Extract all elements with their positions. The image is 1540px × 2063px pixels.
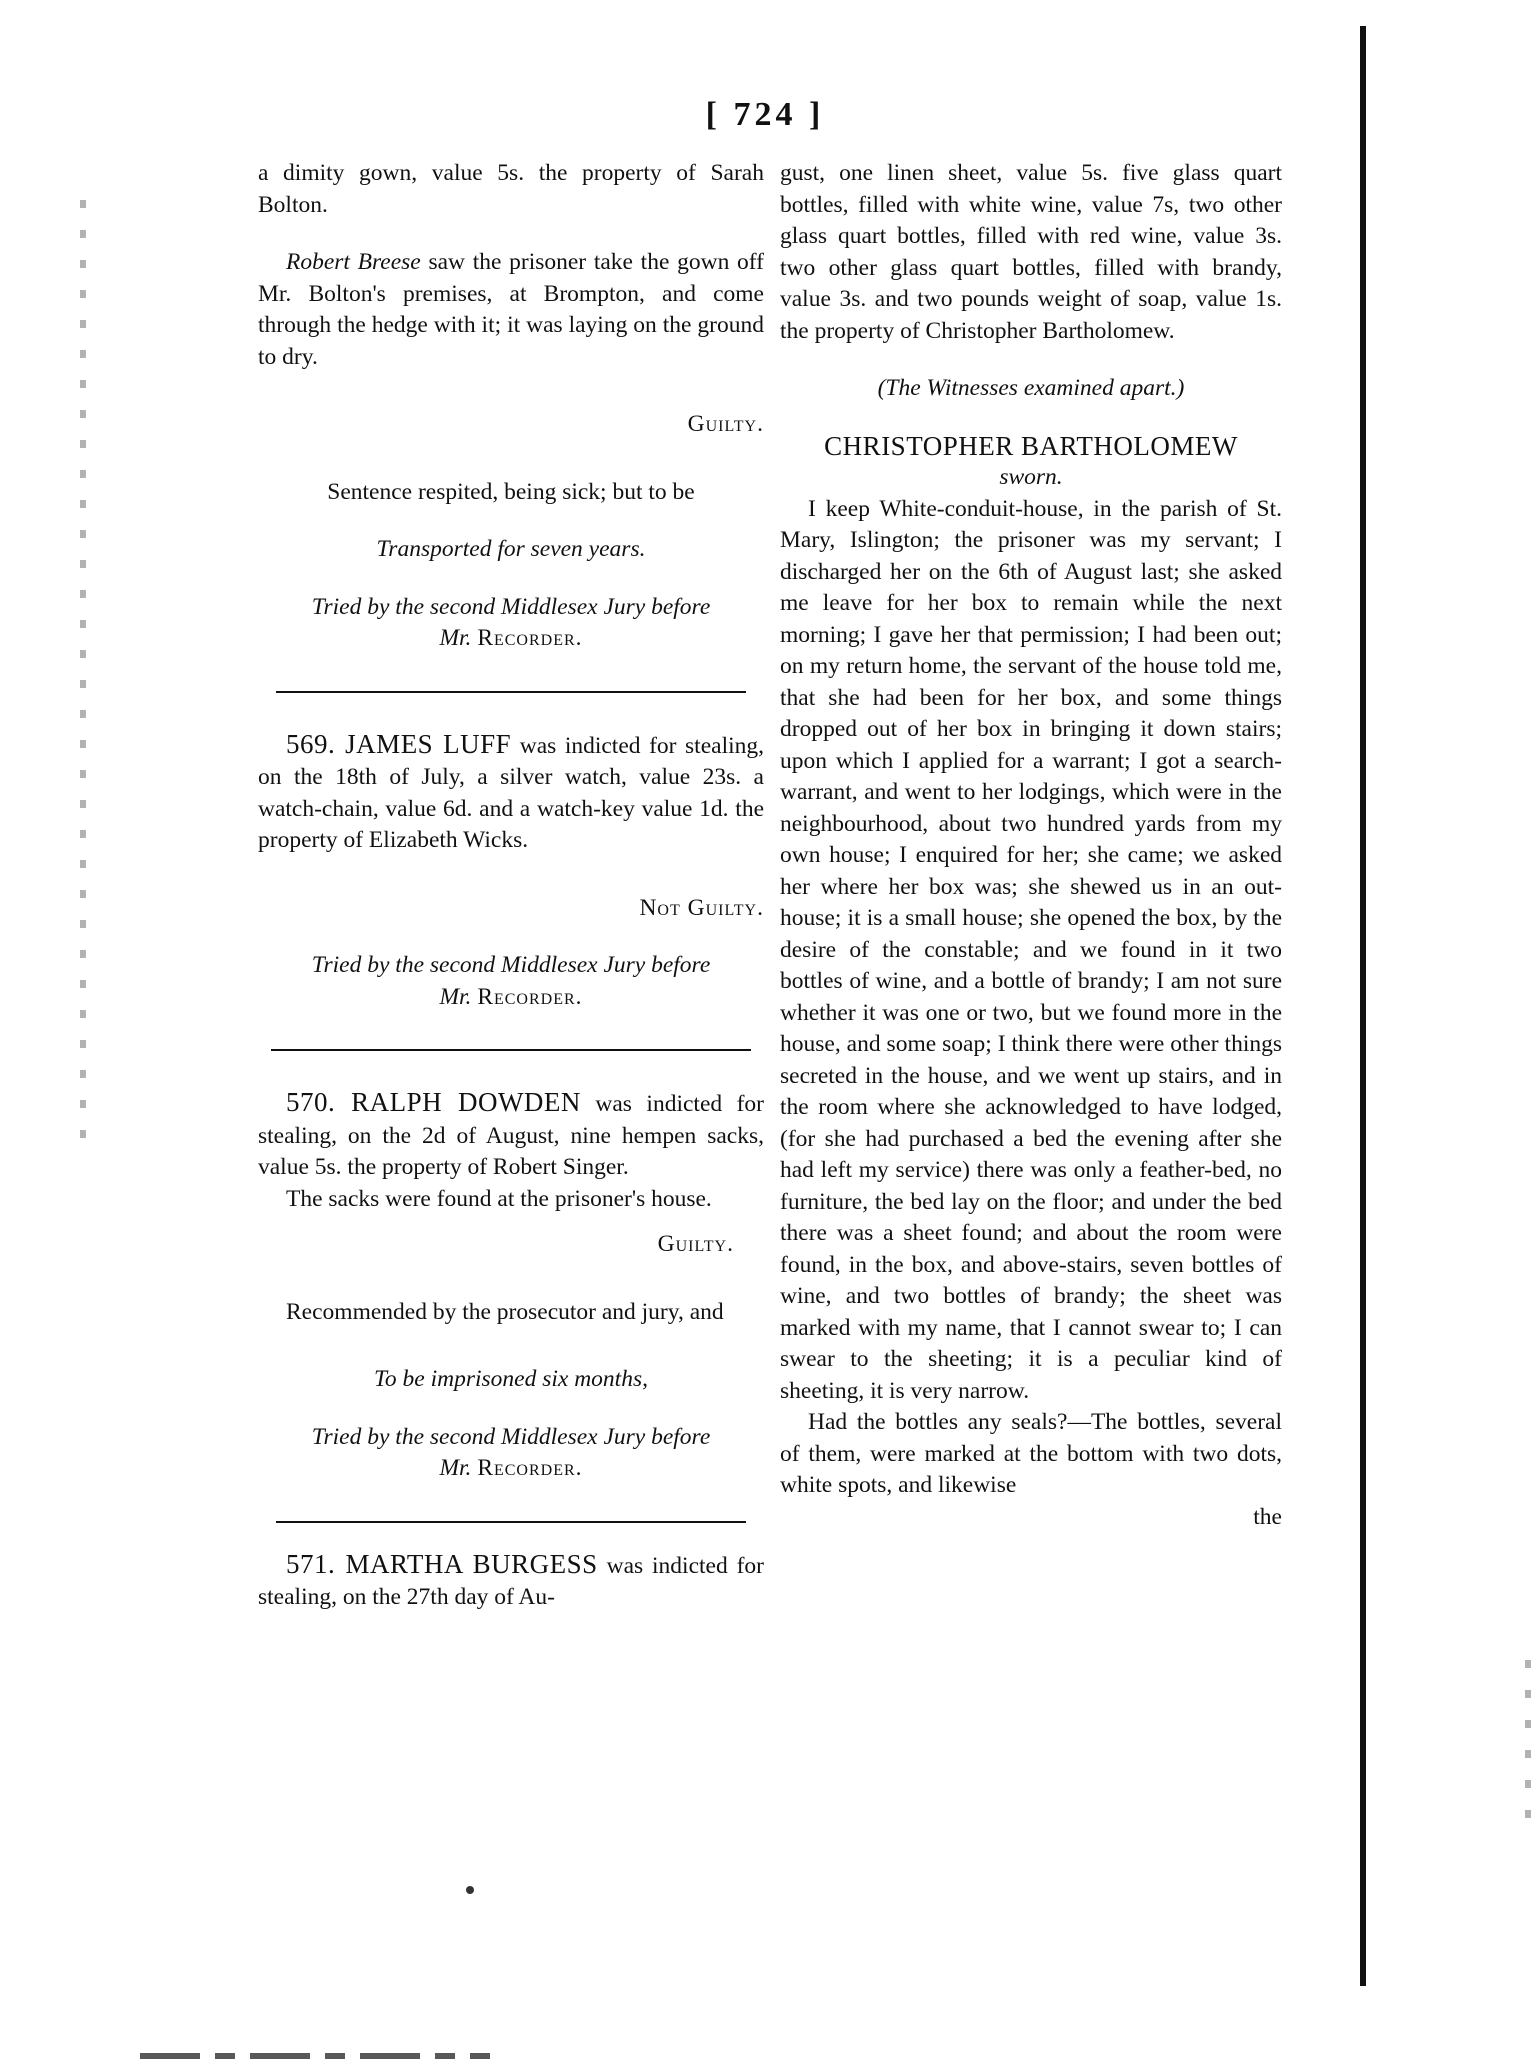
recorder-label-2: Recorder. [477, 983, 583, 1010]
tried-by-line-3: Tried by the second Middlesex Jury before [311, 1423, 711, 1450]
recorder-label-3: Recorder. [477, 1455, 583, 1481]
continued-indictment-text: gust, one linen sheet, value 5s. five glass quart bottles, filled with white wine, value 7s, two other glass quart bottles, filled with red wine, value 3s. two other glass quart bottles, filled with brandy, value 3s. and two pounds weight of soap, value 1s. the property of Christopher Bartholomew. [780, 160, 1282, 344]
scan-speck [466, 1886, 474, 1894]
recorder-label-1: Recorder. [477, 625, 583, 651]
mr-label-2: Mr. [439, 983, 472, 1010]
binding-marks-left [80, 200, 86, 1160]
page-number: [ 724 ] [705, 96, 825, 133]
recommended-text: Recommended by the prosecutor and jury, and [286, 1298, 724, 1325]
right-column [780, 158, 1282, 1533]
case-569-paragraph [258, 729, 764, 857]
case-571-paragraph [258, 1549, 764, 1614]
case-571-text: was indicted for stealing, on the 27th day of Au- [258, 1552, 765, 1610]
imprisoned-sentence: To be imprisoned six months, [374, 1366, 648, 1392]
case-570-paragraph [258, 1087, 764, 1184]
witness-text: saw the prisoner take the gown off Mr. Bolton's premises, at Brompton, and come through the hedge with it; it was laying on the ground to dry. [258, 249, 765, 370]
verdict-not-guilty: Not Guilty. [639, 894, 764, 921]
margin-rule [1360, 26, 1366, 1986]
left-column [258, 158, 764, 1614]
verdict-guilty-1: Guilty. [687, 411, 764, 437]
recorder-line-2 [258, 982, 764, 1014]
question-answer: Had the bottles any seals?—The bottles, several of them, were marked at the bottom with two dots, white spots, and likewise [780, 1409, 1282, 1498]
tried-by-line-2: Tried by the second Middlesex Jury before [311, 952, 711, 978]
witness-testimony: I keep White-conduit-house, in the parish of St. Mary, Islington; the prisoner was my servant; I discharged her on the 6th of August last; she asked me leave for her box to remain while the next morning; I gave her that permission; I had been out; on my return home, the servant of the house told me, that she had been for her box, and some things dropped out of her box in bringing it down stairs; upon which I applied for a warrant; I got a search-warrant, and went to her lodgings, which were in the neighbourhood, about two hundred yards from my own house; I enquired for her; she came; we asked her where her box was; she shewed us in an out-house; it is a small house; she opened the box, by the desire of the constable; and we found in it two bottles of wine, and a bottle of brandy; I am not sure whether it was one or two, but we found more in the house, and some soap; I think there were other things secreted in the house, and we went up stairs, and in the room where she acknowledged to have lodged, (for she had purchased a bed the evening after she had left my service) there was only a feather-bed, no furniture, the bed lay on the floor; and under the bed there was a sheet found; and about the room were found, in the box, and above-stairs, seven bottles of wine, and two bottles of brandy; the sheet was marked with my name, that I cannot swear to; I can swear to the sheeting; it is a peculiar kind of sheeting, it is very narrow. [780, 495, 1282, 1404]
witness-paragraph [258, 247, 764, 373]
catchword: the [1253, 1503, 1282, 1530]
continued-property-text: a dimity gown, value 5s. the property of Sarah Bolton. [258, 160, 764, 218]
mr-label-3: Mr. [439, 1455, 472, 1481]
case-569-text: was indicted for stealing, on the 18th of July, a silver watch, value 23s. a watch-chain, value 6d. and a watch-key value 1d. the property of Elizabeth Wicks. [258, 732, 764, 853]
transported-sentence: Transported for seven years. [376, 536, 646, 562]
sworn-label: sworn. [999, 464, 1063, 490]
case-569-name: 569. JAMES LUFF [286, 728, 512, 759]
case-570-sacks: The sacks were found at the prisoner's house. [286, 1185, 712, 1212]
witness-name: Robert Breese [286, 249, 421, 275]
verdict-guilty-2: Guilty. [657, 1231, 734, 1257]
recorder-line-1 [258, 623, 764, 655]
case-571-name: 571. MARTHA BURGESS [286, 1548, 598, 1579]
witnesses-examined-apart: (The Witnesses examined apart.) [877, 375, 1185, 401]
witness-heading: CHRISTOPHER BARTHOLOMEW [824, 430, 1238, 461]
case-570-text: was indicted for stealing, on the 2d of August, nine hempen sacks, value 5s. the property of Robert Singer. [258, 1091, 764, 1180]
recorder-line-3 [258, 1453, 764, 1485]
sentence-respited: Sentence respited, being sick; but to be [327, 478, 695, 505]
binding-marks-right [1525, 1660, 1531, 1820]
mr-label-1: Mr. [439, 625, 472, 651]
case-570-name: 570. RALPH DOWDEN [286, 1087, 581, 1117]
scan-artifact-bottom [140, 2053, 490, 2059]
tried-by-line-1: Tried by the second Middlesex Jury before [311, 593, 711, 620]
